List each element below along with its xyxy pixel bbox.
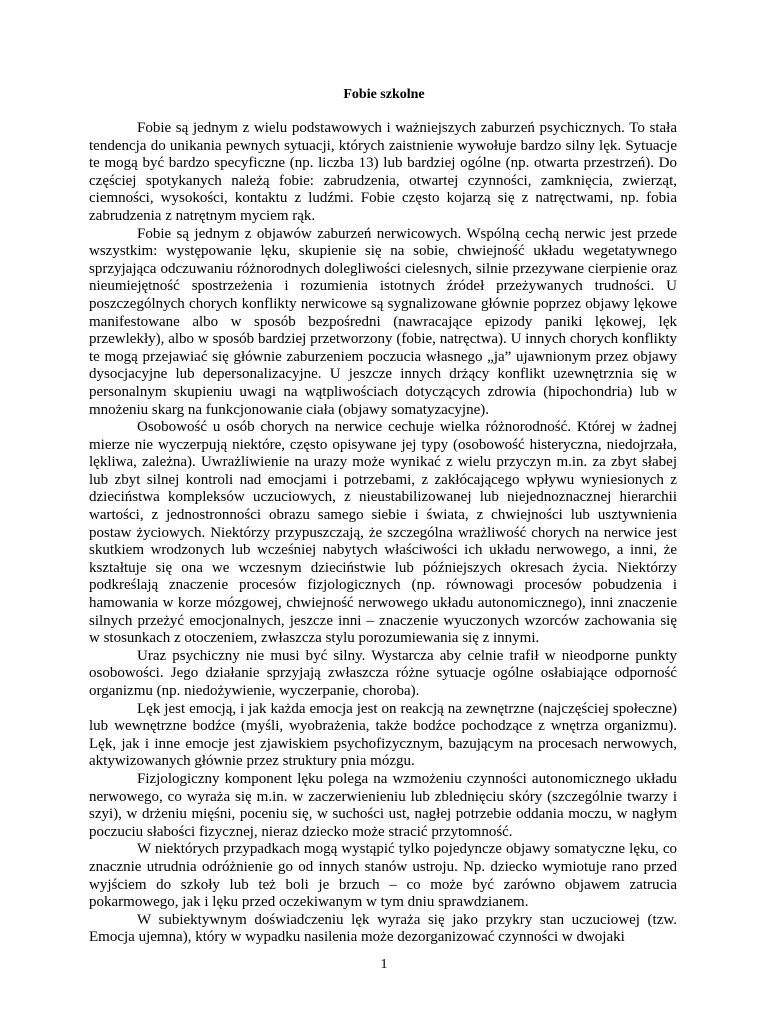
paragraph: Fizjologiczny komponent lęku polega na wzmożeniu czynności autonomicznego układu nerwowego, co wyraża się m.in. w zaczerwienieniu lub zblednięciu skóry (szczególnie twarzy i szyi), w drżeniu mięśni, poceniu się, w suchości ust, nagłej potrzebie oddania moczu, w nagłym poczuciu słabości fizycznej, nieraz dziecko może stracić przytomność. (89, 770, 677, 840)
paragraph: Fobie są jednym z objawów zaburzeń nerwicowych. Wspólną cechą nerwic jest przede wszystkim: występowanie lęku, skupienie się na sobie, chwiejność układu wegetatywnego sprzyjająca odczuwaniu różnorodnych dolegliwości cielesnych, silnie przezywane cierpienie oraz nieumiejętność spostrzeżenia i rozumienia istotnych źródeł przeżywanych trudności. U poszczególnych chorych konflikty nerwicowe są sygnalizowane głównie poprzez objawy lękowe manifestowane albo w sposób bezpośredni (nawracające epizody paniki lękowej, lęk przewlekły), albo w sposób bardziej przetworzony (fobie, natręctwa). U innych chorych konflikty te mogą przejawiać się głównie zaburzeniem poczucia własnego „ja” ujawnionym przez objawy dysocjacyjne lub depersonalizacyjne. U jeszcze innych drżący konflikt uzewnętrznia się w personalnym skupieniu uwagi na wątpliwościach dotyczących zdrowia (hipochondria) lub w mnożeniu skarg na funkcjonowanie ciała (objawy somatyzacyjne). (89, 225, 677, 418)
document-title: Fobie szkolne (343, 87, 425, 102)
document-body (89, 120, 677, 947)
paragraph: W niektórych przypadkach mogą wystąpić tylko pojedyncze objawy somatyczne lęku, co znacznie utrudnia odróżnienie go od innych stanów ustroju. Np. dziecko wymiotuje rano przed wyjściem do szkoły lub też boli je brzuch – co może być zarówno objawem zatrucia pokarmowego, jak i lęku przed oczekiwanym w tym dniu sprawdzianem. (89, 841, 677, 911)
paragraph: W subiektywnym doświadczeniu lęk wyraża się jako przykry stan uczuciowej (tzw. Emocja ujemna), który w wypadku nasilenia może dezorganizować czynności w dwojaki (89, 911, 677, 946)
paragraph: Uraz psychiczny nie musi być silny. Wystarcza aby celnie trafił w nieodporne punkty osobowości. Jego działanie sprzyjają zwłaszcza różne sytuacje ogólne osłabiające odporność organizmu (np. niedożywienie, wyczerpanie, choroba). (89, 647, 677, 699)
page-number: 1 (380, 957, 388, 972)
paragraph: Osobowość u osób chorych na nerwice cechuje wielka różnorodność. Której w żadnej mierze nie wyczerpują niektóre, często opisywane jej typy (osobowość histeryczna, niedojrzała, lękliwa, zależna). Uwrażliwienie na urazy może wynikać z wielu przyczyn m.in. za zbyt słabej lub zbyt silnej kontroli nad emocjami i potrzebami, z zakłócającego wpływu wyniesionych z dzieciństwa kompleksów uczuciowych, z nieustabilizowanej lub niejednoznacznej hierarchii wartości, z jednostronności obrazu samego siebie i świata, z chwiejności lub usztywnienia postaw życiowych. Niektórzy przypuszczają, że szczególna wrażliwość chorych na nerwice jest skutkiem wrodzonych lub wcześniej nabytych właściwości ich układu nerwowego, a inni, że kształtuje się ona we wczesnym dzieciństwie lub późniejszych okresach życia. Niektórzy podkreślają znaczenie procesów fizjologicznych (np. równowagi procesów pobudzenia i hamowania w korze mózgowej, chwiejność nerwowego układu autonomicznego), inni znaczenie silnych przeżyć emocjonalnych, jeszcze inni – znaczenie wyuczonych wzorców zachowania się w stosunkach z otoczeniem, zwłaszcza stylu porozumiewania się z innymi. (89, 419, 677, 647)
paragraph: Fobie są jednym z wielu podstawowych i ważniejszych zaburzeń psychicznych. To stała tendencja do unikania pewnych sytuacji, których zaistnienie wywołuje bardzo silny lęk. Sytuacje te mogą być bardzo specyficzne (np. liczba 13) lub bardziej ogólne (np. otwarta przestrzeń). Do częściej spotykanych należą fobie: zabrudzenia, otwartej czynności, zamknięcia, zwierząt, ciemności, wysokości, kontaktu z ludźmi. Fobie często kojarzą się z natręctwami, np. fobia zabrudzenia z natrętnym myciem rąk. (89, 120, 677, 224)
paragraph: Lęk jest emocją, i jak każda emocja jest on reakcją na zewnętrzne (najczęściej społeczne) lub wewnętrzne bodźce (myśli, wyobrażenia, także bodźce pochodzące z wnętrza organizmu). Lęk, jak i inne emocje jest zjawiskiem psychofizycznym, bazującym na procesach nerwowych, aktywizowanych głównie przez struktury pnia mózgu. (89, 700, 677, 770)
